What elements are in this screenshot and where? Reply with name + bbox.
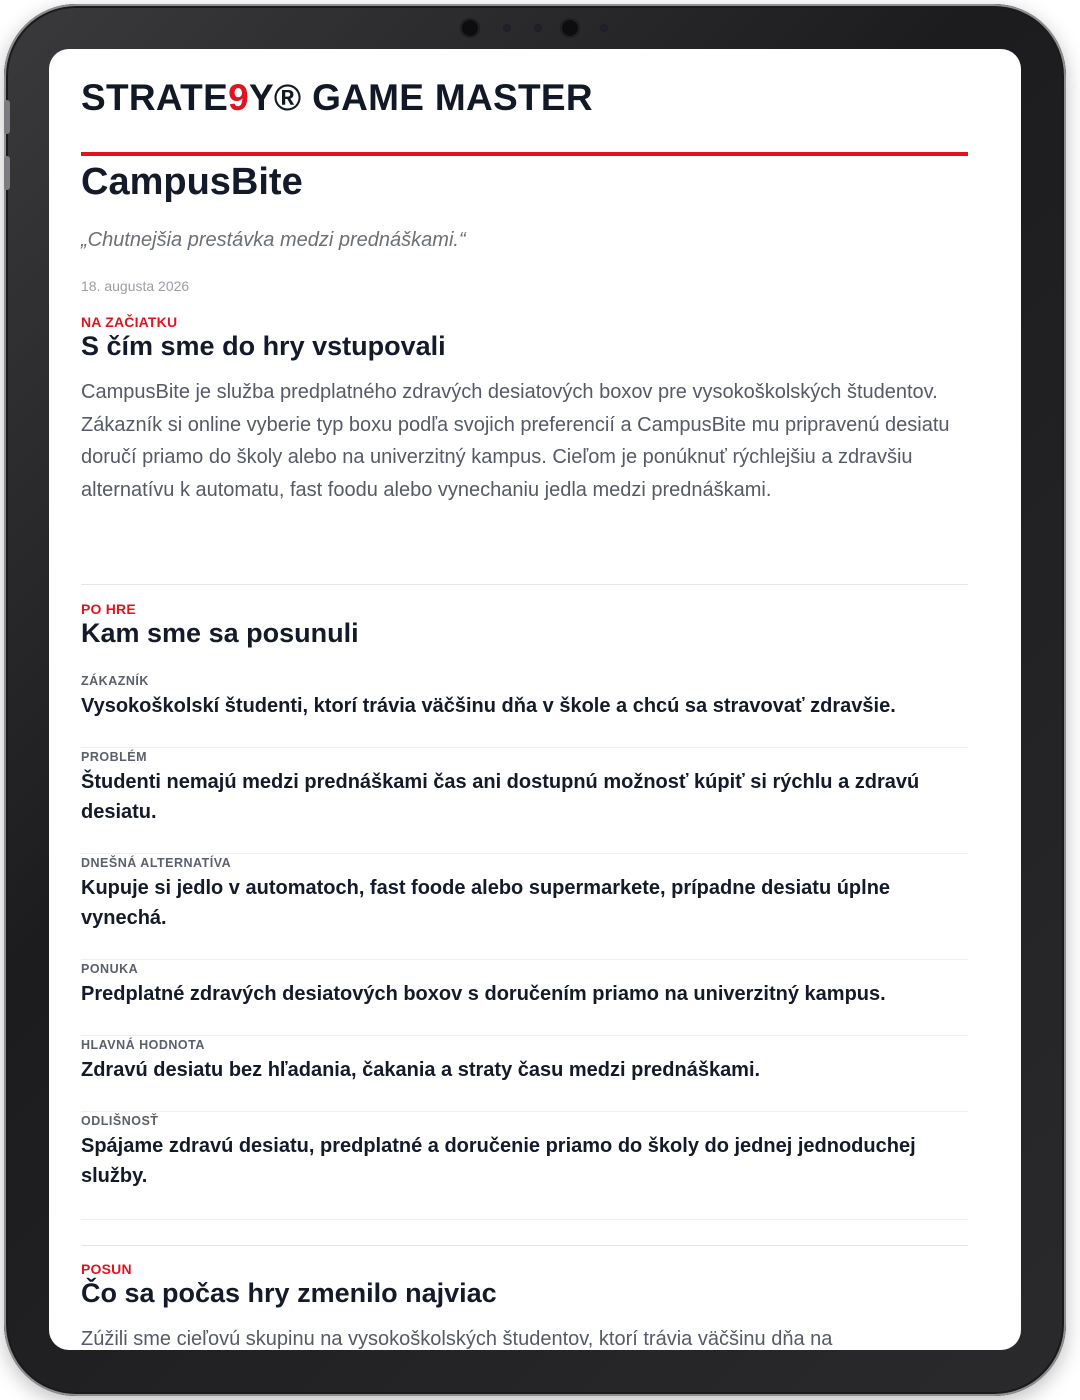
camera-icon <box>503 24 511 32</box>
field-value: Kupuje si jedlo v automatoch, fast foode alebo supermarkete, prípadne desiatu úplne vynechá. <box>81 877 891 929</box>
section-shift-eyebrow: POSUN <box>81 1261 132 1277</box>
field-divider <box>81 1111 968 1112</box>
field-divider <box>81 1035 968 1036</box>
field-divider <box>81 959 968 960</box>
brand-name-pre: STRATE <box>81 77 229 118</box>
field-label: HLAVNÁ HODNOTA <box>81 1038 205 1052</box>
brand-name-accent: 9 <box>228 77 249 118</box>
camera-icon <box>534 24 542 32</box>
camera-icon <box>560 18 580 38</box>
brand-divider <box>81 152 968 156</box>
side-button <box>4 100 10 134</box>
field-problem <box>81 750 968 827</box>
page-tagline: „Chutnejšia prestávka medzi prednáškami.“ <box>81 229 466 251</box>
section-start-body: CampusBite je služba predplatného zdravých desiatových boxov pre vysokoškolských študentov. Zákazník si online vyberie typ boxu podľa svojich preferencií a CampusBite mu pripravenú desiatu doručí priamo do školy alebo na univerzitný kampus. Cieľom je ponúknuť rýchlejšiu a zdravšiu alternatívu k automatu, fast foodu alebo vynechaniu jedla medzi prednáškami. <box>81 381 950 501</box>
page-date: 18. augusta 2026 <box>81 278 190 294</box>
section-divider <box>81 584 968 585</box>
field-value: Študenti nemajú medzi prednáškami čas ani dostupnú možnosť kúpiť si rýchlu a zdravú desiatu. <box>81 771 920 823</box>
section-shift-heading: Čo sa počas hry zmenilo najviac <box>81 1278 497 1308</box>
field-value: Spájame zdravú desiatu, predplatné a doručenie priamo do školy do jednej jednoduchej služby. <box>81 1135 916 1187</box>
camera-bar <box>460 16 620 42</box>
field-divider <box>81 853 968 854</box>
field-label: PONUKA <box>81 962 139 976</box>
field-label: ZÁKAZNÍK <box>81 674 149 688</box>
section-start-heading: S čím sme do hry vstupovali <box>81 331 446 361</box>
sensor-icon <box>460 18 480 38</box>
field-value: Predplatné zdravých desiatových boxov s doručením priamo na univerzitný kampus. <box>81 983 886 1005</box>
section-shift-body: Zúžili sme cieľovú skupinu na vysokoškolských študentov, ktorí trávia väčšinu dňa na <box>81 1328 833 1350</box>
field-label: PROBLÉM <box>81 750 147 764</box>
field-value: Zdravú desiatu bez hľadania, čakania a straty času medzi prednáškami. <box>81 1059 761 1081</box>
field-value: Vysokoškolskí študenti, ktorí trávia väčšinu dňa v škole a chcú sa stravovať zdravšie. <box>81 695 896 717</box>
field-offer <box>81 962 968 1009</box>
side-button <box>4 156 10 190</box>
field-main-value <box>81 1038 968 1085</box>
page-title: CampusBite <box>81 161 303 203</box>
sensor-icon <box>600 24 608 32</box>
screen <box>49 49 1021 1350</box>
section-after-heading: Kam sme sa posunuli <box>81 618 359 648</box>
field-label: ODLIŠNOSŤ <box>81 1114 159 1128</box>
field-divider <box>81 747 968 748</box>
brand-logo <box>81 77 593 119</box>
field-divider <box>81 1219 968 1220</box>
field-customer <box>81 674 968 721</box>
field-label: DNEŠNÁ ALTERNATÍVA <box>81 856 232 870</box>
section-divider <box>81 1245 968 1246</box>
field-alternative <box>81 856 968 933</box>
section-start-eyebrow: NA ZAČIATKU <box>81 314 178 330</box>
section-after-eyebrow: PO HRE <box>81 601 136 617</box>
field-difference <box>81 1114 968 1191</box>
brand-name-post: Y® GAME MASTER <box>248 77 593 118</box>
